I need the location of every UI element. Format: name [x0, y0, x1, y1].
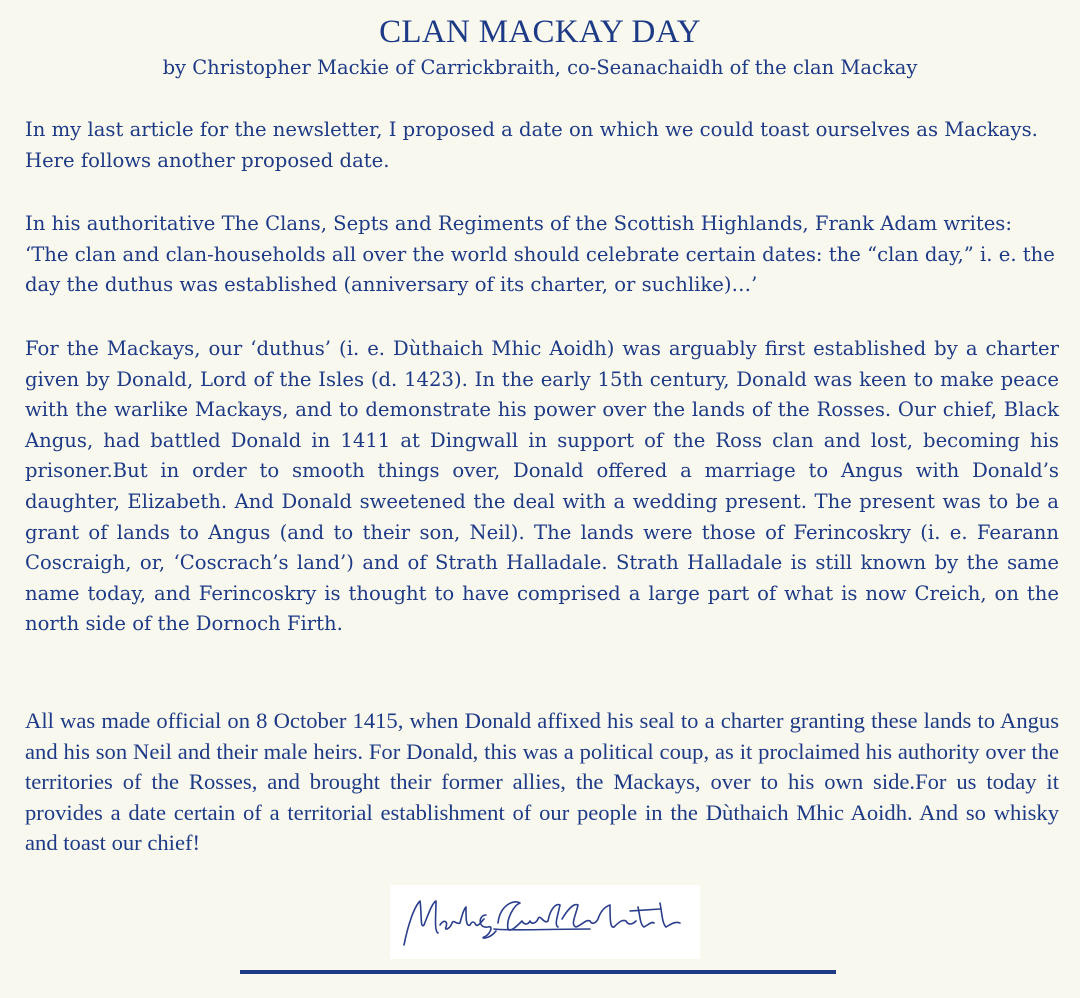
paragraph-intro: In my last article for the newsletter, I proposed a date on which we could toast ourselves as Mackays. Here follows another proposed date. — [25, 118, 1038, 172]
bottom-rule — [240, 970, 836, 974]
paragraph-history: For the Mackays, our ‘duthus’ (i. e. Dùthaich Mhic Aoidh) was arguably first established by a charter given by Donald, Lord of the Isles (d. 1423). In the early 15th century, Donald was keen to make peace with the warlike Mackays, and to demonstrate his power over the lands of the Rosses. Our chief, Black Angus, had battled Donald in 1411 at Dingwall in support of the Ross clan and lost, becoming his prisoner.But in order to smooth things over, Donald offered a marriage to Angus with Donald’s daughter, Elizabeth. And Donald sweetened the deal with a wedding present. The present was to be a grant of lands to Angus (and to their son, Neil). The lands were those of Ferincoskry (i. e. Fearann Coscraigh, or, ‘Coscrach’s land’) and of Strath Halladale. Strath Halladale is still known by the same name today, and Ferincoskry is thought to have comprised a large part of what is now Creich, on the north side of the Dornoch Firth. — [25, 337, 1059, 636]
article-title: CLAN MACKAY DAY — [379, 14, 701, 50]
article-byline: by Christopher Mackie of Carrickbraith, co-Seanachaidh of the clan Mackay — [162, 56, 918, 79]
signature-image — [390, 885, 700, 959]
paragraph-quote: In his authoritative The Clans, Septs and Regiments of the Scottish Highlands, Frank Adam writes: ‘The clan and clan-households all over the world should celebrate certain dates: the “clan day,” i. e. the day the duthus was established (anniversary of its charter, or suchlike)…’ — [25, 212, 1055, 297]
signature-icon — [390, 885, 700, 959]
paragraph-charter: All was made official on 8 October 1415, when Donald affixed his seal to a charter granting these lands to Angus and his son Neil and their male heirs. For Donald, this was a political coup, as it proclaimed his authority over the territories of the Rosses, and brought their former allies, the Mackays, over to his own side.For us today it provides a date certain of a territorial establishment of our people in the Dùthaich Mhic Aoidh. And so whisky and toast our chief! — [25, 708, 1059, 856]
